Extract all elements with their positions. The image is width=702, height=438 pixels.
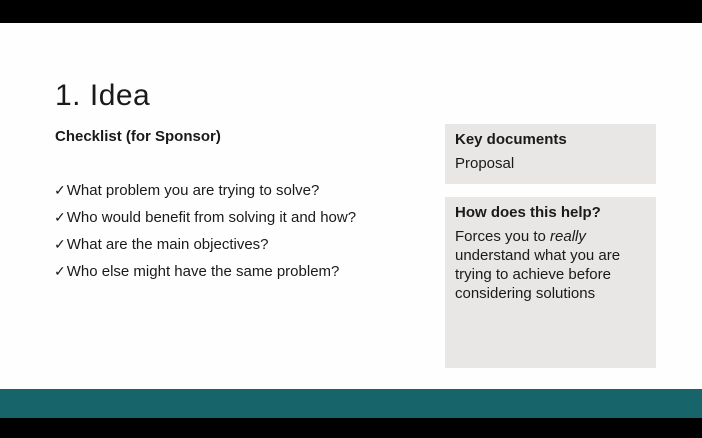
letterbox-top-bar bbox=[0, 0, 702, 23]
key-documents-body: Proposal bbox=[455, 155, 515, 172]
checklist-item-text: Who would benefit from solving it and how? bbox=[66, 209, 357, 226]
help-box-body-prefix: Forces you to bbox=[455, 228, 551, 245]
checkmark-icon: ✓ bbox=[54, 182, 66, 198]
checklist-item-text: What problem you are trying to solve? bbox=[66, 182, 320, 199]
checkmark-icon: ✓ bbox=[54, 209, 66, 225]
checklist-item bbox=[54, 204, 356, 231]
checklist-item-text: What are the main objectives? bbox=[66, 236, 269, 253]
letterbox-bottom-bar bbox=[0, 418, 702, 438]
checklist-item bbox=[54, 177, 356, 204]
how-does-this-help-box bbox=[445, 197, 656, 368]
checklist bbox=[54, 177, 356, 285]
help-box-heading: How does this help? bbox=[455, 204, 601, 221]
help-box-body-suffix: understand what you are trying to achieve before considering solutions bbox=[455, 247, 621, 302]
teal-accent-bar bbox=[0, 389, 702, 418]
key-documents-heading: Key documents bbox=[455, 131, 567, 148]
checklist-heading: Checklist (for Sponsor) bbox=[55, 128, 221, 145]
help-box-body-italic: really bbox=[550, 228, 586, 245]
checkmark-icon: ✓ bbox=[54, 263, 66, 279]
checklist-item bbox=[54, 231, 356, 258]
checklist-item bbox=[54, 258, 356, 285]
key-documents-box bbox=[445, 124, 656, 184]
slide-title: 1. Idea bbox=[55, 79, 151, 113]
help-box-body bbox=[455, 227, 646, 303]
checkmark-icon: ✓ bbox=[54, 236, 66, 252]
checklist-item-text: Who else might have the same problem? bbox=[66, 263, 340, 280]
